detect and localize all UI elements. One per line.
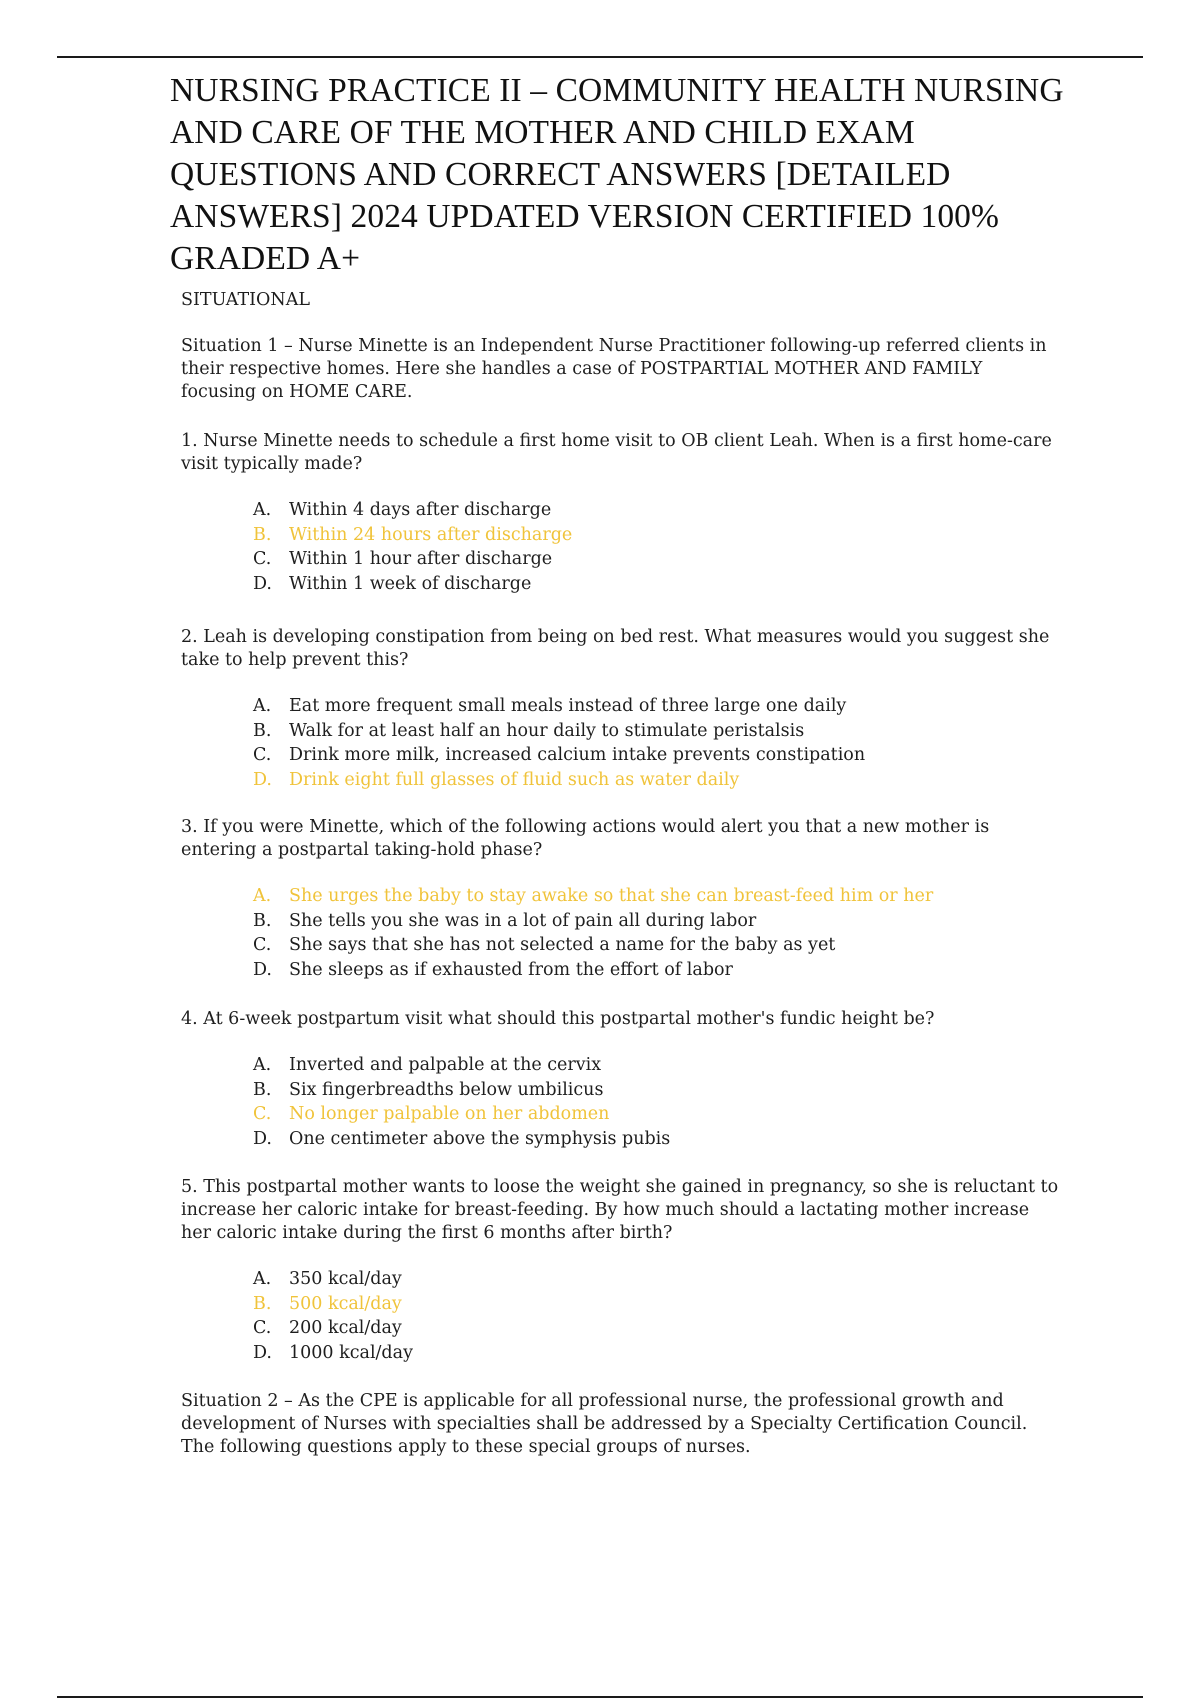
option-text: 500 kcal/day: [289, 1293, 402, 1314]
top-rule: [57, 56, 1143, 58]
option-text: She sleeps as if exhausted from the effort of labor: [289, 959, 733, 980]
bottom-rule: [57, 1696, 1143, 1698]
option-text: 1000 kcal/day: [289, 1342, 413, 1363]
option-text: Drink eight full glasses of fluid such as water daily: [289, 769, 740, 790]
option-letter: B.: [253, 1293, 272, 1314]
question-2-options: [253, 694, 1061, 792]
question-5-options: [253, 1267, 1061, 1365]
option-letter: D.: [253, 769, 272, 790]
question-1: [181, 430, 1061, 596]
option-text: Within 1 week of discharge: [289, 573, 532, 594]
option-letter: C.: [253, 1104, 272, 1124]
option-letter: B.: [253, 720, 272, 741]
option-text: 200 kcal/day: [289, 1318, 402, 1338]
option-c: [253, 547, 1061, 572]
option-text: She says that she has not selected a name for the baby as yet: [289, 935, 836, 955]
option-text: Inverted and palpable at the cervix: [289, 1055, 602, 1075]
question-1-text: 1. Nurse Minette needs to schedule a first home visit to OB client Leah. When is a first home-care visit typically made?: [181, 431, 1052, 474]
option-c: [253, 743, 1061, 768]
option-letter: C.: [253, 549, 272, 569]
option-b: [253, 719, 1061, 744]
situation-1-text: Situation 1 – Nurse Minette is an Independent Nurse Practitioner following-up referred clients in their respective homes. Here she handles a case of POSTPARTIAL MOTHER AND FAMILY focusing on HOME CARE.: [181, 336, 1047, 402]
option-letter: A.: [253, 1269, 272, 1289]
option-letter: D.: [253, 959, 272, 980]
option-text: Within 4 days after discharge: [289, 500, 552, 520]
option-b: [253, 1078, 1061, 1103]
question-3-text: 3. If you were Minette, which of the following actions would alert you that a new mother is entering a postpartal taking-hold phase?: [181, 817, 990, 860]
question-4-text: 4. At 6-week postpartum visit what should this postpartal mother's fundic height be?: [181, 1009, 935, 1029]
question-4: [181, 1008, 1061, 1151]
option-c: [253, 1316, 1061, 1341]
option-text: No longer palpable on her abdomen: [289, 1104, 610, 1124]
option-a: [253, 498, 1061, 523]
option-text: Drink more milk, increased calcium intake prevents constipation: [289, 745, 866, 765]
question-2: [181, 626, 1061, 792]
option-text: Walk for at least half an hour daily to stimulate peristalsis: [289, 720, 805, 741]
question-2-text: 2. Leah is developing constipation from being on bed rest. What measures would you suggest she take to help prevent this?: [181, 627, 1050, 670]
situation-2-text: Situation 2 – As the CPE is applicable for all professional nurse, the professional growth and development of Nurses with specialties shall be addressed by a Specialty Certification Council. The following questions apply to these special groups of nurses.: [181, 1391, 1028, 1457]
option-c: [253, 933, 1061, 958]
option-text: One centimeter above the symphysis pubis: [289, 1128, 671, 1149]
option-text: 350 kcal/day: [289, 1269, 402, 1289]
option-d: [253, 958, 1061, 983]
option-letter: C.: [253, 1318, 272, 1338]
section-label: SITUATIONAL: [181, 290, 310, 310]
option-d: [253, 572, 1061, 597]
option-letter: D.: [253, 573, 272, 594]
question-1-options: [253, 498, 1061, 596]
question-5-text: 5. This postpartal mother wants to loose the weight she gained in pregnancy, so she is reluctant to increase her caloric intake for breast-feeding. By how much should a lactating mother increase her caloric intake during the first 6 months after birth?: [181, 1177, 1059, 1243]
option-letter: B.: [253, 910, 272, 931]
option-a: [253, 1267, 1061, 1292]
option-text: Eat more frequent small meals instead of three large one daily: [289, 696, 847, 716]
option-a: [253, 1053, 1061, 1078]
page-title: NURSING PRACTICE II – COMMUNITY HEALTH NURSING AND CARE OF THE MOTHER AND CHILD EXAM QUESTIONS AND CORRECT ANSWERS [DETAILED ANSWERS] 2024 UPDATED VERSION CERTIFIED 100% GRADED A+: [170, 72, 1064, 277]
option-letter: A.: [253, 886, 272, 906]
option-letter: D.: [253, 1128, 272, 1149]
option-letter: C.: [253, 935, 272, 955]
option-text: Within 1 hour after discharge: [289, 549, 553, 569]
option-d-correct: [253, 768, 1061, 793]
option-letter: D.: [253, 1342, 272, 1363]
question-3-options: [253, 884, 1061, 982]
option-text: Within 24 hours after discharge: [289, 524, 573, 545]
question-4-options: [253, 1053, 1061, 1151]
option-text: She tells you she was in a lot of pain all during labor: [289, 910, 757, 931]
option-c-correct: [253, 1102, 1061, 1127]
option-d: [253, 1127, 1061, 1152]
option-letter: A.: [253, 696, 272, 716]
option-text: She urges the baby to stay awake so that she can breast-feed him or her: [289, 886, 934, 906]
option-b-correct: [253, 1292, 1061, 1317]
question-3: [181, 816, 1061, 982]
option-b-correct: [253, 523, 1061, 548]
option-b: [253, 909, 1061, 934]
option-a: [253, 694, 1061, 719]
option-letter: A.: [253, 500, 272, 520]
option-letter: A.: [253, 1055, 272, 1075]
option-a-correct: [253, 884, 1061, 909]
option-letter: C.: [253, 745, 272, 765]
option-letter: B.: [253, 1079, 272, 1100]
option-text: Six fingerbreadths below umbilicus: [289, 1079, 604, 1100]
question-5: [181, 1176, 1061, 1365]
option-letter: B.: [253, 524, 272, 545]
option-d: [253, 1341, 1061, 1366]
